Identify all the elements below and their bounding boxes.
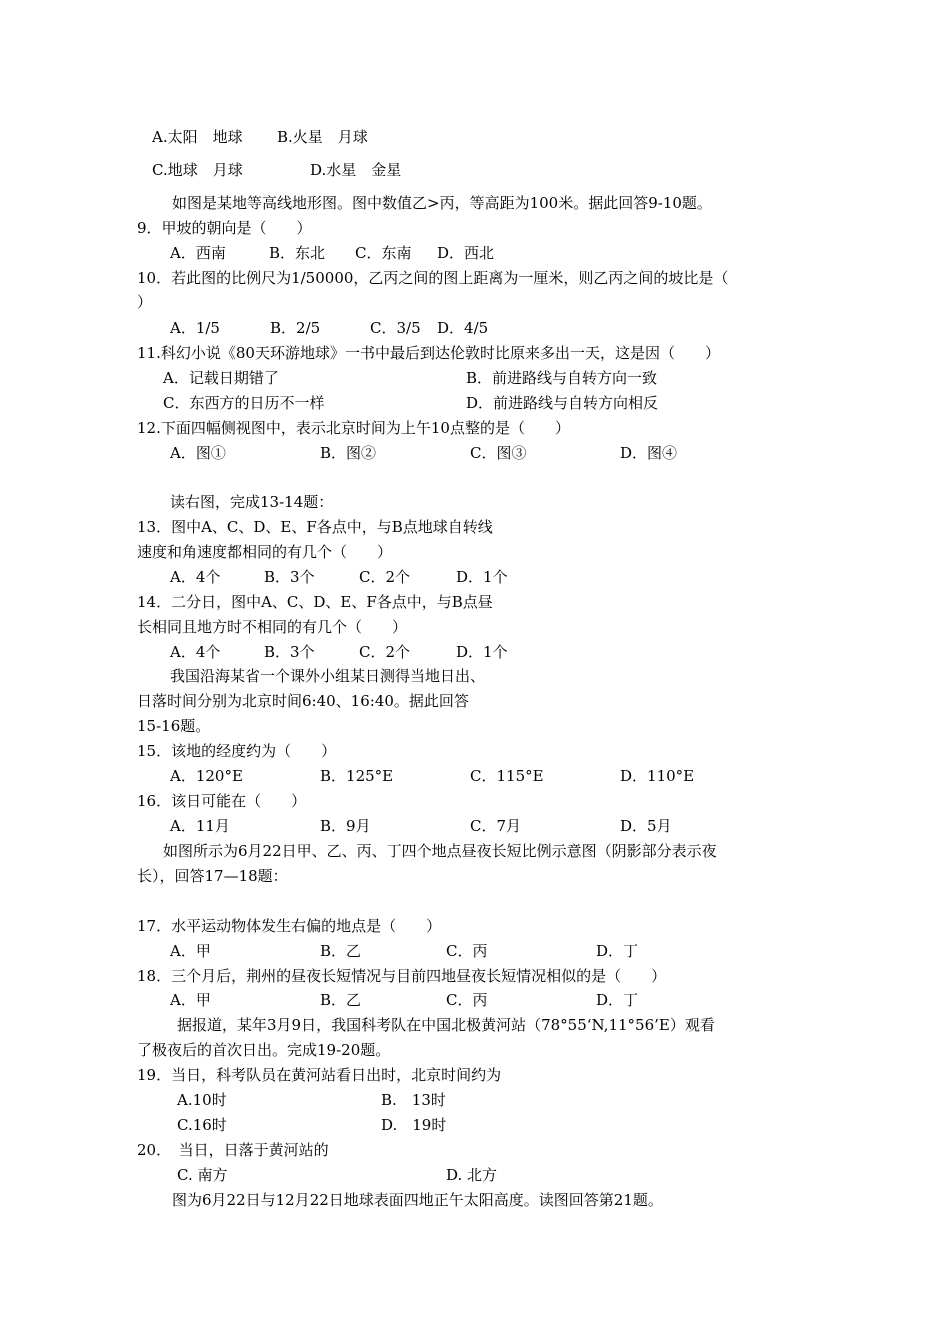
answer-option-q16o-1: B．9月 — [320, 817, 371, 835]
text-line-q13: 13．图中A、C、D、E、F各点中，与B点地球自转线 — [137, 518, 493, 536]
answer-option-q13o-0: A．4个 — [170, 568, 221, 586]
text-line-q9: 9．甲坡的朝向是（ ） — [137, 219, 312, 237]
answer-option-q11o2-0: C．东西方的日历不一样 — [163, 394, 325, 412]
answer-option-q17o-3: D．丁 — [596, 942, 639, 960]
text-line-l15i: 我国沿海某省一个课外小组某日测得当地日出、 — [170, 667, 486, 685]
answer-option-q13o-3: D．1个 — [456, 568, 508, 586]
text-line-q10: 10．若此图的比例尺为1/50000，乙丙之间的图上距离为一厘米，则乙丙之间的坡比是（ — [137, 269, 729, 287]
answer-option-q16o-0: A．11月 — [170, 817, 230, 835]
answer-option-q20o-0: C. 南方 — [177, 1166, 228, 1184]
text-line-l19j: 了极夜后的首次日出。完成19-20题。 — [137, 1041, 391, 1059]
text-line-q14b: 长相同且地方时不相同的有几个（ ） — [137, 618, 408, 636]
answer-option-q15o-1: B．125°E — [320, 767, 394, 785]
answer-option-q13o-1: B．3个 — [264, 568, 315, 586]
answer-option-q15o-3: D．110°E — [620, 767, 695, 785]
text-line-l17j: 长），回答17—18题： — [137, 867, 288, 885]
answer-option-q9o-2: C．东南 — [355, 244, 412, 262]
answer-option-q15o-2: C．115°E — [470, 767, 544, 785]
answer-option-q12o-3: D．图④ — [620, 444, 678, 462]
text-line-q10b: ） — [137, 293, 153, 311]
text-line-q17: 17．水平运动物体发生右偏的地点是（ ） — [137, 917, 442, 935]
answer-option-q11o2-1: D．前进路线与自转方向相反 — [466, 394, 659, 412]
answer-option-q10o-3: D．4/5 — [437, 319, 489, 337]
answer-option-q9o-1: B．东北 — [269, 244, 326, 262]
text-line-q19: 19．当日，科考队员在黄河站看日出时，北京时间约为 — [137, 1066, 502, 1084]
answer-option-q10o-0: A．1/5 — [170, 319, 220, 337]
answer-option-q16o-2: C．7月 — [470, 817, 522, 835]
answer-option-l2-0: C.地球 月球 — [152, 161, 243, 179]
answer-option-q9o-0: A．西南 — [170, 244, 226, 262]
text-line-q16: 16．该日可能在（ ） — [137, 792, 307, 810]
answer-option-q9o-3: D．西北 — [437, 244, 495, 262]
text-line-q14: 14．二分日，图中A、C、D、E、F各点中，与B点昼 — [137, 593, 493, 611]
answer-option-q14o-0: A．4个 — [170, 643, 221, 661]
text-line-q15: 15．该地的经度约为（ ） — [137, 742, 337, 760]
answer-option-q19o1-0: A.10时 — [177, 1091, 227, 1109]
text-line-q18: 18．三个月后，荆州的昼夜长短情况与目前四地昼夜长短情况相似的是（ ） — [137, 967, 667, 985]
answer-option-q11o1-0: A．记载日期错了 — [163, 369, 279, 387]
answer-option-q19o2-1: D. 19时 — [381, 1116, 447, 1134]
answer-option-q10o-2: C．3/5 — [370, 319, 421, 337]
answer-option-q10o-1: B．2/5 — [270, 319, 321, 337]
answer-option-q11o1-1: B．前进路线与自转方向一致 — [466, 369, 658, 387]
answer-option-q12o-1: B．图② — [320, 444, 377, 462]
answer-option-q19o1-1: B. 13时 — [381, 1091, 446, 1109]
answer-option-l2-1: D.水星 金星 — [310, 161, 402, 179]
answer-option-q18o-1: B．乙 — [320, 991, 362, 1009]
answer-option-l1-0: A.太阳 地球 — [152, 128, 243, 146]
text-line-q20: 20． 当日，日落于黄河站的 — [137, 1141, 329, 1159]
answer-option-q17o-1: B．乙 — [320, 942, 362, 960]
answer-option-q17o-2: C．丙 — [446, 942, 488, 960]
text-line-l15j: 日落时间分别为北京时间6:40、16:40。据此回答 — [137, 692, 469, 710]
text-line-l21: 图为6月22日与12月22日地球表面四地正午太阳高度。读图回答第21题。 — [172, 1191, 663, 1209]
answer-option-q18o-0: A．甲 — [170, 991, 211, 1009]
answer-option-q17o-0: A．甲 — [170, 942, 211, 960]
text-line-q11: 11.科幻小说《80天环游地球》一书中最后到达伦敦时比原来多出一天，这是因（ ） — [137, 344, 720, 362]
answer-option-q14o-2: C．2个 — [359, 643, 411, 661]
answer-option-q12o-2: C．图③ — [470, 444, 527, 462]
answer-option-q18o-2: C．丙 — [446, 991, 488, 1009]
text-line-l17i: 如图所示为6月22日甲、乙、丙、丁四个地点昼夜长短比例示意图（阴影部分表示夜 — [163, 842, 717, 860]
answer-option-q18o-3: D．丁 — [596, 991, 639, 1009]
answer-option-l1-1: B.火星 月球 — [277, 128, 368, 146]
text-line-l13i: 读右图，完成13-14题： — [170, 493, 334, 511]
text-line-l19i: 据报道，某年3月9日，我国科考队在中国北极黄河站（78°55‘N,11°56’E）观看 — [177, 1016, 715, 1034]
answer-option-q13o-2: C．2个 — [359, 568, 411, 586]
text-line-l3: 如图是某地等高线地形图。图中数值乙>丙，等高距为100米。据此回答9-10题。 — [172, 194, 712, 212]
answer-option-q16o-3: D．5月 — [620, 817, 672, 835]
text-line-l15k: 15-16题。 — [137, 717, 211, 735]
answer-option-q19o2-0: C.16时 — [177, 1116, 227, 1134]
text-line-q12: 12.下面四幅侧视图中，表示北京时间为上午10点整的是（ ） — [137, 419, 570, 437]
answer-option-q12o-0: A．图① — [170, 444, 226, 462]
answer-option-q15o-0: A．120°E — [170, 767, 243, 785]
answer-option-q14o-3: D．1个 — [456, 643, 508, 661]
answer-option-q20o-1: D. 北方 — [446, 1166, 498, 1184]
answer-option-q14o-1: B．3个 — [264, 643, 315, 661]
text-line-q13b: 速度和角速度都相同的有几个（ ） — [137, 543, 393, 561]
